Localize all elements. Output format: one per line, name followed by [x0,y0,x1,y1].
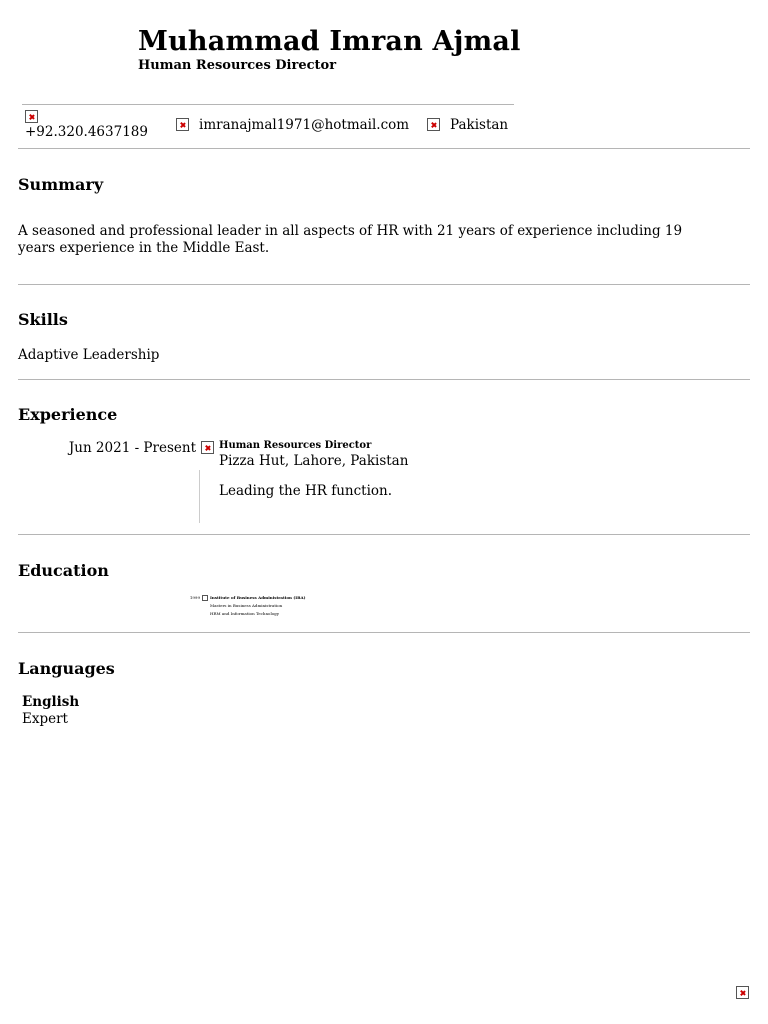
location-icon [427,118,440,131]
experience-divider [18,534,750,535]
education-year: 1999 [189,595,200,600]
education-icon [202,595,208,601]
skills-heading: Skills [18,310,68,329]
language-level: Expert [22,711,68,727]
email-icon [176,118,189,131]
summary-divider [18,284,750,285]
experience-heading: Experience [18,405,118,424]
experience-dates: Jun 2021 - Present [68,440,196,456]
education-field: HRM and Information Technology [210,611,279,616]
education-institution: Institute of Business Administration (IBA) [210,595,306,600]
skill-item: Adaptive Leadership [18,347,160,363]
experience-company: Pizza Hut, Lahore, Pakistan [219,453,409,469]
summary-heading: Summary [18,175,104,194]
contact-top-divider [22,104,514,105]
summary-text: A seasoned and professional leader in all aspects of HR with 21 years of experience including 19 years experience in the Middle East. [18,223,683,256]
experience-role: Human Resources Director [219,440,372,451]
languages-heading: Languages [18,659,115,678]
candidate-title: Human Resources Director [138,58,337,73]
language-name: English [22,694,80,710]
experience-description: Leading the HR function. [219,483,393,499]
education-degree: Masters in Business Administration [210,603,283,608]
experience-timeline-line [199,470,200,523]
footer-image-icon [736,986,749,999]
candidate-name: Muhammad Imran Ajmal [138,26,521,57]
education-heading: Education [18,561,109,580]
experience-icon [201,441,214,454]
location: Pakistan [450,117,509,133]
skills-divider [18,379,750,380]
phone-icon [25,110,38,123]
education-divider [18,632,750,633]
email-address[interactable]: imranajmal1971@hotmail.com [199,117,410,133]
header-divider [18,148,750,149]
phone-number: +92.320.4637189 [25,124,148,140]
